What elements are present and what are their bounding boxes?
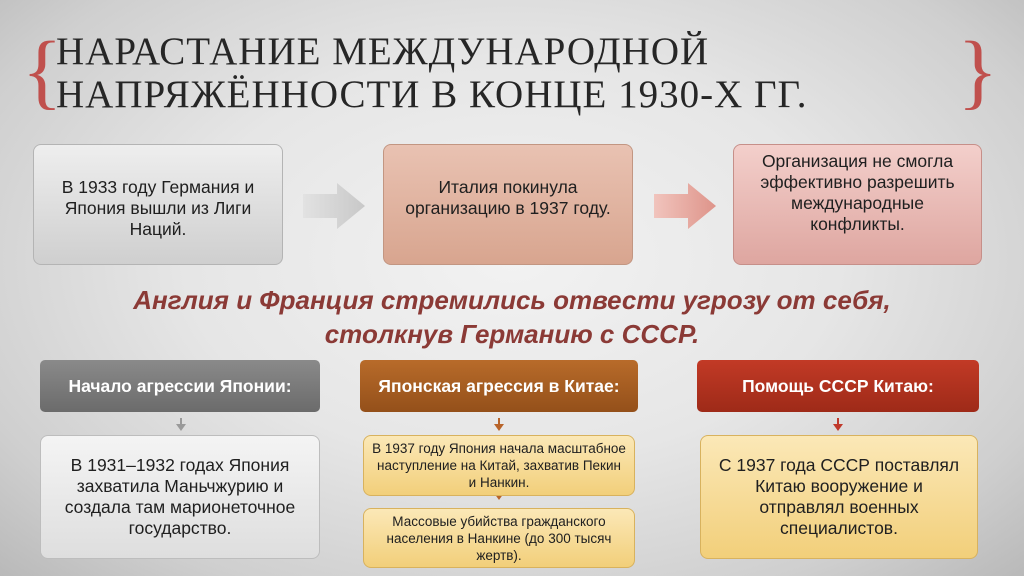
right-brace-icon: } (957, 25, 998, 118)
detail-text: С 1937 года СССР поставлял Китаю вооружение и отправлял военных специалистов. (718, 455, 960, 538)
fact-text: Организация не смогла эффективно разрешить международные конфликты. (760, 151, 955, 234)
title-line-1: НАРАСТАНИЕ МЕЖДУНАРОДНОЙ (56, 30, 710, 73)
arrow-down-icon (176, 424, 186, 431)
highlight-text-line-1: Англия и Франция стремились отвести угрозу от себя, (133, 285, 891, 315)
detail-box-ussr-aid (700, 435, 978, 559)
left-brace-icon: { (22, 25, 63, 118)
fact-text: В 1933 году Германия и Япония вышли из Лиги Наций. (61, 177, 255, 239)
header-japan-aggression-start: Начало агрессии Японии: (40, 360, 320, 412)
header-ussr-help-china: Помощь СССР Китаю: (697, 360, 979, 412)
header-japan-aggression-china: Японская агрессия в Китае: (360, 360, 638, 412)
detail-box-manchuria (40, 435, 320, 559)
detail-box-nanking (363, 508, 635, 568)
detail-text: В 1937 году Япония начала масштабное наступление на Китай, захватив Пекин и Нанкин. (372, 441, 626, 490)
arrow-down-icon (494, 424, 504, 431)
arrow-down-icon (833, 424, 843, 431)
arrow-right-icon (654, 183, 716, 229)
detail-box-china-offensive (363, 435, 635, 496)
title-line-2: НАПРЯЖЁННОСТИ В КОНЦЕ 1930-Х ГГ. (56, 73, 808, 116)
fact-box-germany-japan (33, 144, 283, 265)
fact-text: Италия покинула организацию в 1937 году. (405, 177, 611, 218)
arrow-right-icon (303, 183, 365, 229)
fact-box-organization (733, 144, 982, 265)
highlight-text-line-2: столкнув Германию с СССР. (324, 319, 700, 349)
detail-text: В 1931–1932 годах Япония захватила Маньчжурию и создала там марионеточное государство. (64, 455, 296, 538)
detail-text: Массовые убийства гражданского населения в Нанкине (до 300 тысяч жертв). (386, 513, 612, 563)
title-block (22, 25, 1002, 118)
fact-box-italy (383, 144, 633, 265)
slide-title (56, 30, 807, 116)
